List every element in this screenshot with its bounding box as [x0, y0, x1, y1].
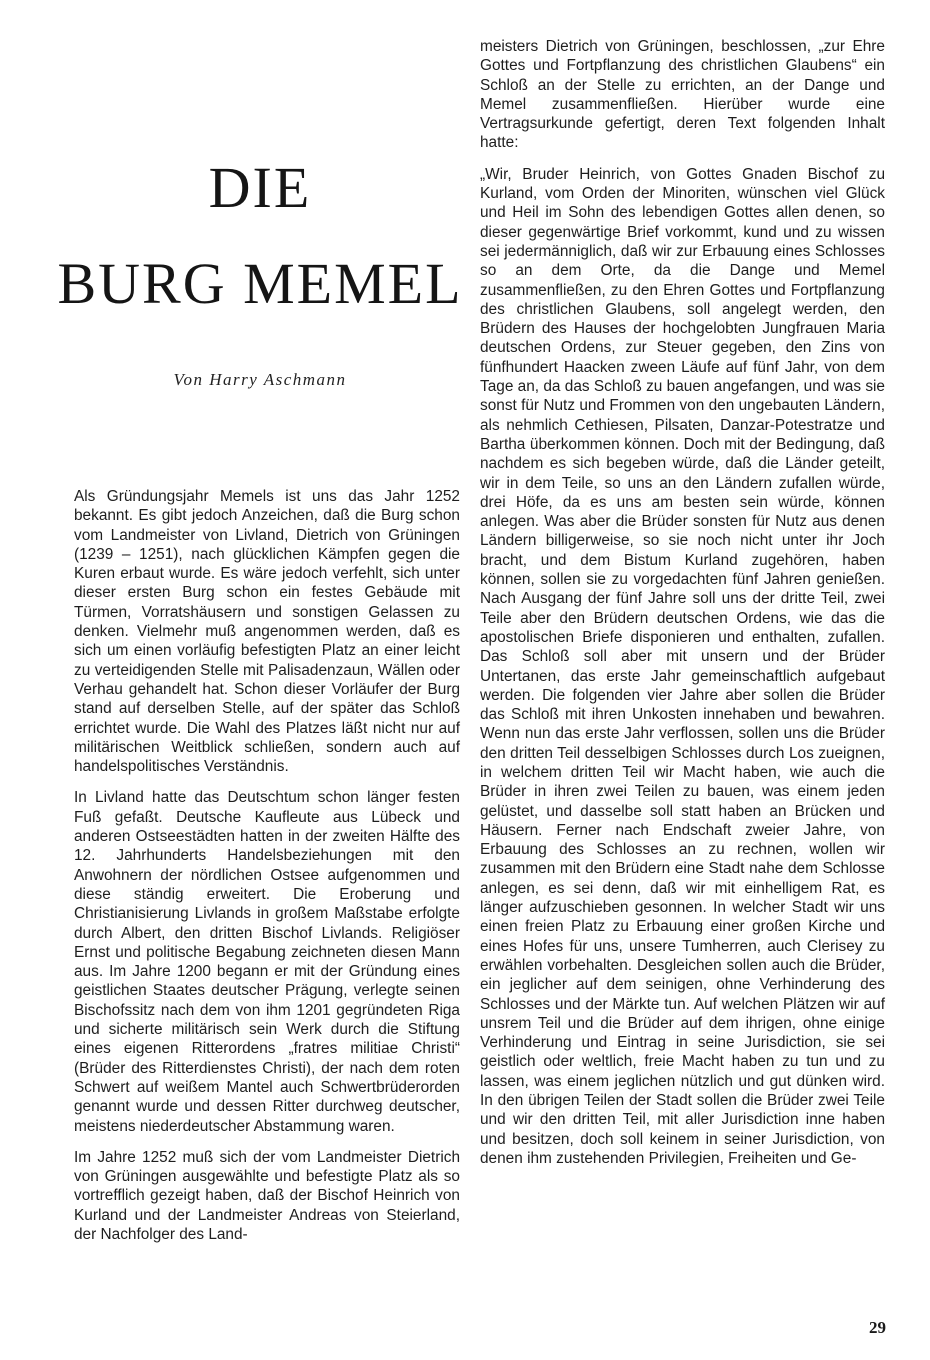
page-number: 29 [869, 1318, 886, 1337]
quoted-document-paragraph: „Wir, Bruder Heinrich, von Gottes Gnaden Bischof zu Kurland, vom Orden der Minoriten, wünschen viel Glück und Heil im Sohn des lebendigen Gottes allen denen, so dieser gegenwärtige Brief vorkommt, kund und zu wissen sei jedermänniglich, daß wir zur Erbauung eines Schlosses so an dem Orte, da die Dange und Memel zusammenfließen, zu den Ehren Gottes und Fortpflanzung des christlichen Glaubens, soll angelegt werden, den Brüdern des Hauses der hochgelobten Jungfrauen Maria deutschen Ordens, zur Steuer gegeben, den Zins von fünfhundert Haacken zween Läufe auf fünf Jahr, von dem Tage an, da das Schloß zu bauen angefangen, und was sie sonst für Nutz und Frommen von den ungebauten Ländern, als nehmlich Cethiesen, Pilsaten, Danzar-Potestratze und Bartha überkommen können. Doch mit der Bedingung, daß nachdem es sich begeben würde, daß die Länder geteilt, wir in dem Teile, so uns an den Ländern zufallen würde, drei Höfe, da es uns am besten sein würde, können anlegen. Was aber die Brüder sonsten für Nutz aus denen Ländern billigerweise, so sie noch nicht unter ihr Joch bracht, und dem Bistum Kurland zugehören, haben können, sollen sie zu vorgedachten fünf Jahren genießen. Nach Ausgang der fünf Jahre soll uns der dritte Teil, zwei Teile aber den Brüdern deutschen Ordens, wie das die apostolischen Briefe disponieren und enthalten, zufallen. Das Schloß soll aber mit unsern und der Brüder Untertanen, das erste Jahr gemeinschaftlich aufgebaut werden. Die folgenden vier Jahre aber sollen die Brüder das Schloß mit ihren Unkosten innehaben und bewahren. Wenn nun das erste Jahr verflossen, sollen uns die Brüder den dritten Teil desselbigen Schlosses durch Los zueignen, in welchem dritten Teil wir Macht haben, wie auch die Brüder in ihren zwei Teilen zu bauen, was einem jeden gelüstet, und dasselbe soll statt haben an Brücken und Häusern. Ferner nach Endschaft zweier Jahre, von Erbauung des Schlosses an zu rechnen, wollen wir zusammen mit den Brüdern eine Stadt nahe dem Schlosse anlegen, es sei denn, daß wir mit einhelligem Rat, es länger aufzuschieben gesonnen. In welcher Stadt wir uns einen freien Platz zu Erbauung einer großen Kirche und eines Hofes für uns, unsere Tumherren, auch Clerisey zu erwählen vorbehalten. Desgleichen sollen auch die Brüder, ein jeglicher auf dem seinigen, ohne Verhinderung des Schlosses und der Märkte tun. Auf welchen Plätzen wir auf unsrem Teil und die Brüder auf dem ihrigen, ohne einige Verhinderung und Eintrag in seine Jurisdiction, sie sei geistlich oder weltlich, freie Macht haben zu tun und zu lassen, was einem jeglichen nützlich und gut dünken wird. In den übrigen Teilen der Stadt sollen die Brüder zwei Teile und wir den dritten Teil, mit aller Jurisdiction inne haben und besitzen, doch soll keinem in seiner Jurisdiction, von denen ihm zustehenden Privilegien, Freiheiten und Ge- [480, 165, 885, 1167]
title-line-2: BURG MEMEL [57, 251, 463, 316]
paragraph: meisters Dietrich von Grüningen, beschlossen, „zur Ehre Gottes und Fortpflanzung des christlichen Glaubens“ ein Schloß an der Stelle zu errichten, an der Dange und Memel zusammenfließen. Hierüber wurde eine Vertragsurkunde gefertigt, deren Text folgenden Inhalt hatte: [480, 38, 885, 152]
article-title [40, 140, 480, 332]
author-byline: Von Harry Aschmann [173, 370, 347, 389]
paragraph: Als Gründungsjahr Memels ist uns das Jahr 1252 bekannt. Es gibt jedoch Anzeichen, daß die Burg schon vom Landmeister von Livland, Dietrich von Grüningen (1239 – 1251), nach glücklichen Kämpfen gegen die Kuren erbaut wurde. Es wäre jedoch verfehlt, sich unter dieser ersten Burg schon ein festes Gebäude mit Türmen, Vorratshäusern und sonstigen Gelassen zu denken. Vielmehr muß angenommen werden, daß es sich um einen vorläufig befestigten Platz an einer leicht zu verteidigenden Stelle mit Palisadenzaun, Wällen oder Verhau gehandelt hat. Schon dieser Vorläufer der Burg stand auf derselben Stelle, auf der später das Schloß errichtet wurde. Die Wahl des Platzes läßt nicht nur auf militärischen Weitblick schließen, sondern auch auf handelspolitisches Verständnis. [74, 488, 460, 776]
title-line-1: DIE [208, 155, 312, 220]
right-text-column [480, 37, 885, 1180]
paragraph: Im Jahre 1252 muß sich der vom Landmeister Dietrich von Grüningen ausgewählte und befestigte Platz als so vortrefflich gezeigt haben, daß der Bischof Heinrich von Kurland und der Landmeister Andreas von Steierland, der Nachfolger des Land- [74, 1148, 460, 1243]
left-text-column [74, 487, 460, 1256]
paragraph: In Livland hatte das Deutschtum schon länger festen Fuß gefaßt. Deutsche Kaufleute aus Lübeck und anderen Ostseestädten hatten in der zweiten Hälfte des 12. Jahrhunderts Handelsbeziehungen mit den Anwohnern der nördlichen Ostsee aufgenommen und diese ständig erweitert. Die Eroberung und Christianisierung Livlands in großem Maßstabe erfolgte durch Albert, den dritten Bischof Livlands. Religiöser Ernst und politische Begabung zeichneten diesen Mann aus. Im Jahre 1200 begann er mit der Gründung eines geistlichen Staates deutscher Prägung, verlegte seinen Bischofssitz nach dem von ihm 1201 gegründeten Riga und sicherte militärisch sein Werk durch die Stiftung eines eigenen Ritterordens „fratres militiae Christi“ (Brüder des Ritterdienstes Christi), der nach dem roten Schwert auf weißem Mantel auch Schwertbrüderorden genannt wurde und dessen Ritter durchweg deutscher, meistens niederdeutscher Abstammung waren. [74, 789, 460, 1135]
